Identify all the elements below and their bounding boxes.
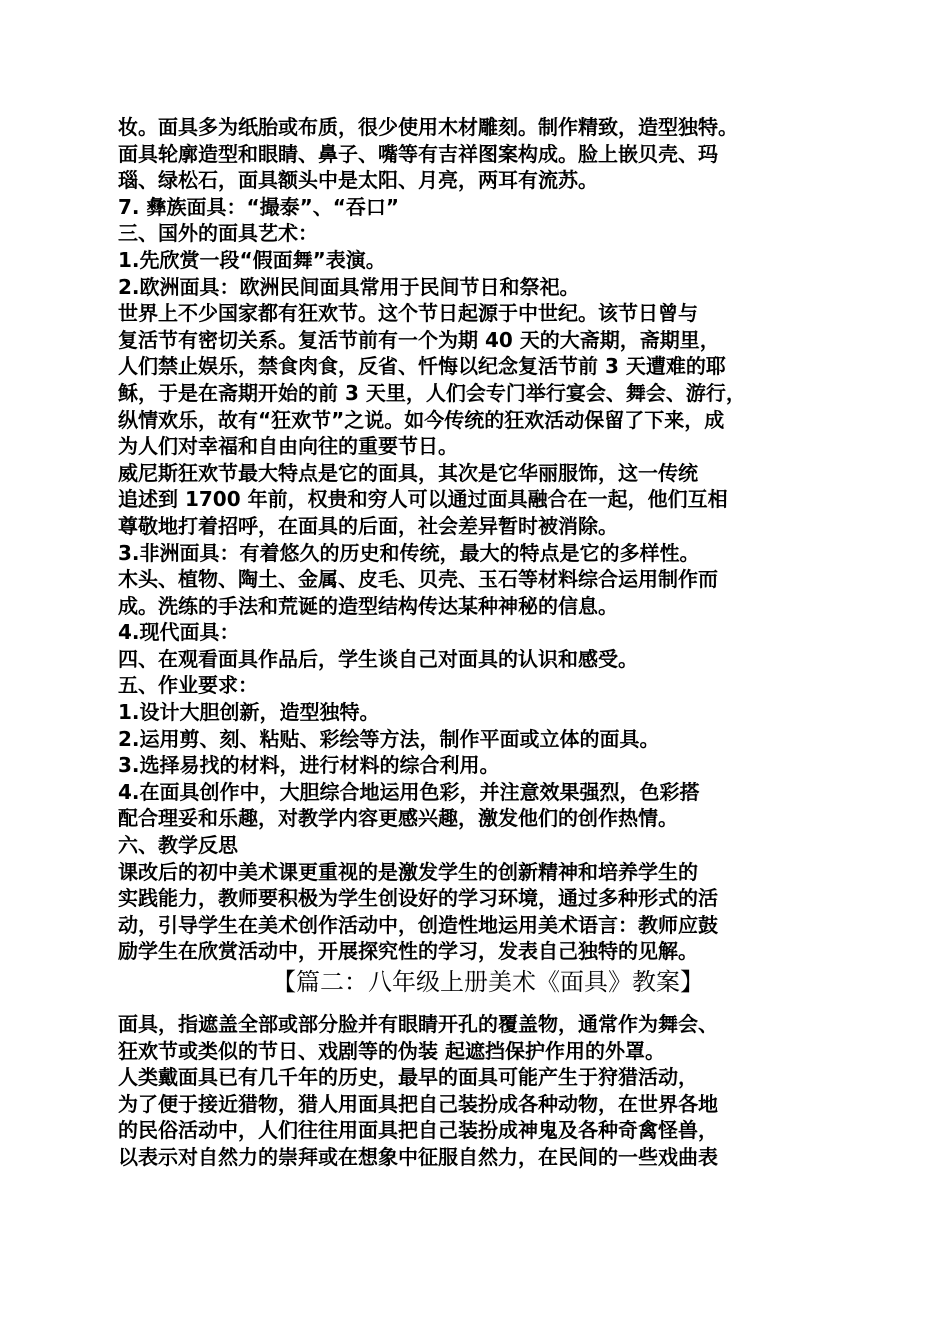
text-line: 实践能力，教师要积极为学生创设好的学习环境，通过多种形式的活 xyxy=(118,886,718,911)
text-line: 追述到 1700 年前，权贵和穷人可以通过面具融合在一起，他们互相 xyxy=(118,487,728,512)
text-line: 3.选择易找的材料，进行材料的综合利用。 xyxy=(118,753,500,778)
text-line: 世界上不少国家都有狂欢节。这个节日起源于中世纪。该节日曾与 xyxy=(118,301,698,326)
text-line: 配合理妥和乐趣，对教学内容更感兴趣，激发他们的创作热情。 xyxy=(118,806,678,831)
text-line: 尊敬地打着招呼，在面具的后面，社会差异暂时被消除。 xyxy=(118,513,618,538)
text-line: 以表示对自然力的崇拜或在想象中征服自然力，在民间的一些戏曲表 xyxy=(118,1144,718,1169)
text-line: 2.欧洲面具：欧洲民间面具常用于民间节日和祭祀。 xyxy=(118,274,580,299)
text-line: 稣，于是在斋期开始的前 3 天里，人们会专门举行宴会、舞会、游行， xyxy=(118,380,746,405)
text-line: 复活节有密切关系。复活节前有一个为期 40 天的大斋期，斋期里， xyxy=(118,327,720,352)
text-line: 木头、植物、陶土、金属、皮毛、贝壳、玉石等材料综合运用制作而 xyxy=(118,567,718,592)
text-line: 人们禁止娱乐，禁食肉食，反省、忏悔以纪念复活节前 3 天遭难的耶 xyxy=(118,354,726,379)
body-text-part2 xyxy=(118,1011,858,1171)
document-body xyxy=(118,114,858,1171)
text-line: 五、作业要求： xyxy=(118,673,258,698)
text-line: 狂欢节或类似的节日、戏剧等的伪装 起遮挡保护作用的外罩。 xyxy=(118,1038,665,1063)
text-line: 1.设计大胆创新，造型独特。 xyxy=(118,700,380,725)
text-line: 3.非洲面具：有着悠久的历史和传统，最大的特点是它的多样性。 xyxy=(118,540,700,565)
text-line: 7. 彝族面具：“撮泰”、“吞口” xyxy=(118,194,400,219)
text-line: 4.在面具创作中，大胆综合地运用色彩，并注意效果强烈，色彩搭 xyxy=(118,779,700,804)
text-line: 三、国外的面具艺术： xyxy=(118,221,318,246)
text-line: 面具，指遮盖全部或部分脸并有眼睛开孔的覆盖物，通常作为舞会、 xyxy=(118,1012,718,1036)
text-line: 励学生在欣赏活动中，开展探究性的学习，发表自己独特的见解。 xyxy=(118,939,698,964)
text-line: 威尼斯狂欢节最大特点是它的面具，其次是它华丽服饰，这一传统 xyxy=(118,460,698,485)
text-line: 为了便于接近猎物，猎人用面具把自己装扮成各种动物，在世界各地 xyxy=(118,1091,718,1116)
section-heading: 【篇二：八年级上册美术《面具》教案】 xyxy=(272,968,704,996)
text-line: 1.先欣赏一段“假面舞”表演。 xyxy=(118,247,386,272)
text-line: 动，引导学生在美术创作活动中，创造性地运用美术语言：教师应鼓 xyxy=(118,912,718,937)
text-line: 的民俗活动中，人们往往用面具把自己装扮成神鬼及各种奇禽怪兽， xyxy=(118,1118,718,1143)
text-line: 人类戴面具已有几千年的历史，最早的面具可能产生于狩猎活动， xyxy=(118,1065,698,1090)
text-line: 4.现代面具： xyxy=(118,620,240,645)
text-line: 纵情欢乐，故有“狂欢节”之说。如今传统的狂欢活动保留了下来，成 xyxy=(118,407,725,432)
text-line: 2.运用剪、刻、粘贴、彩绘等方法，制作平面或立体的面具。 xyxy=(118,726,660,751)
text-line: 瑙、绿松石，面具额头中是太阳、月亮，两耳有流苏。 xyxy=(118,168,598,193)
text-line: 面具轮廓造型和眼睛、鼻子、嘴等有吉祥图案构成。脸上嵌贝壳、玛 xyxy=(118,141,718,166)
text-line: 妆。面具多为纸胎或布质，很少使用木材雕刻。制作精致，造型独特。 xyxy=(118,115,738,139)
text-line: 六、教学反思 xyxy=(118,833,238,858)
text-line: 课改后的初中美术课更重视的是激发学生的创新精神和培养学生的 xyxy=(118,859,698,884)
body-text-part1 xyxy=(118,114,858,965)
text-line: 成。洗练的手法和荒诞的造型结构传达某种神秘的信息。 xyxy=(118,593,618,618)
text-line: 为人们对幸福和自由向往的重要节日。 xyxy=(118,434,458,459)
text-line: 四、在观看面具作品后，学生谈自己对面具的认识和感受。 xyxy=(118,646,638,671)
